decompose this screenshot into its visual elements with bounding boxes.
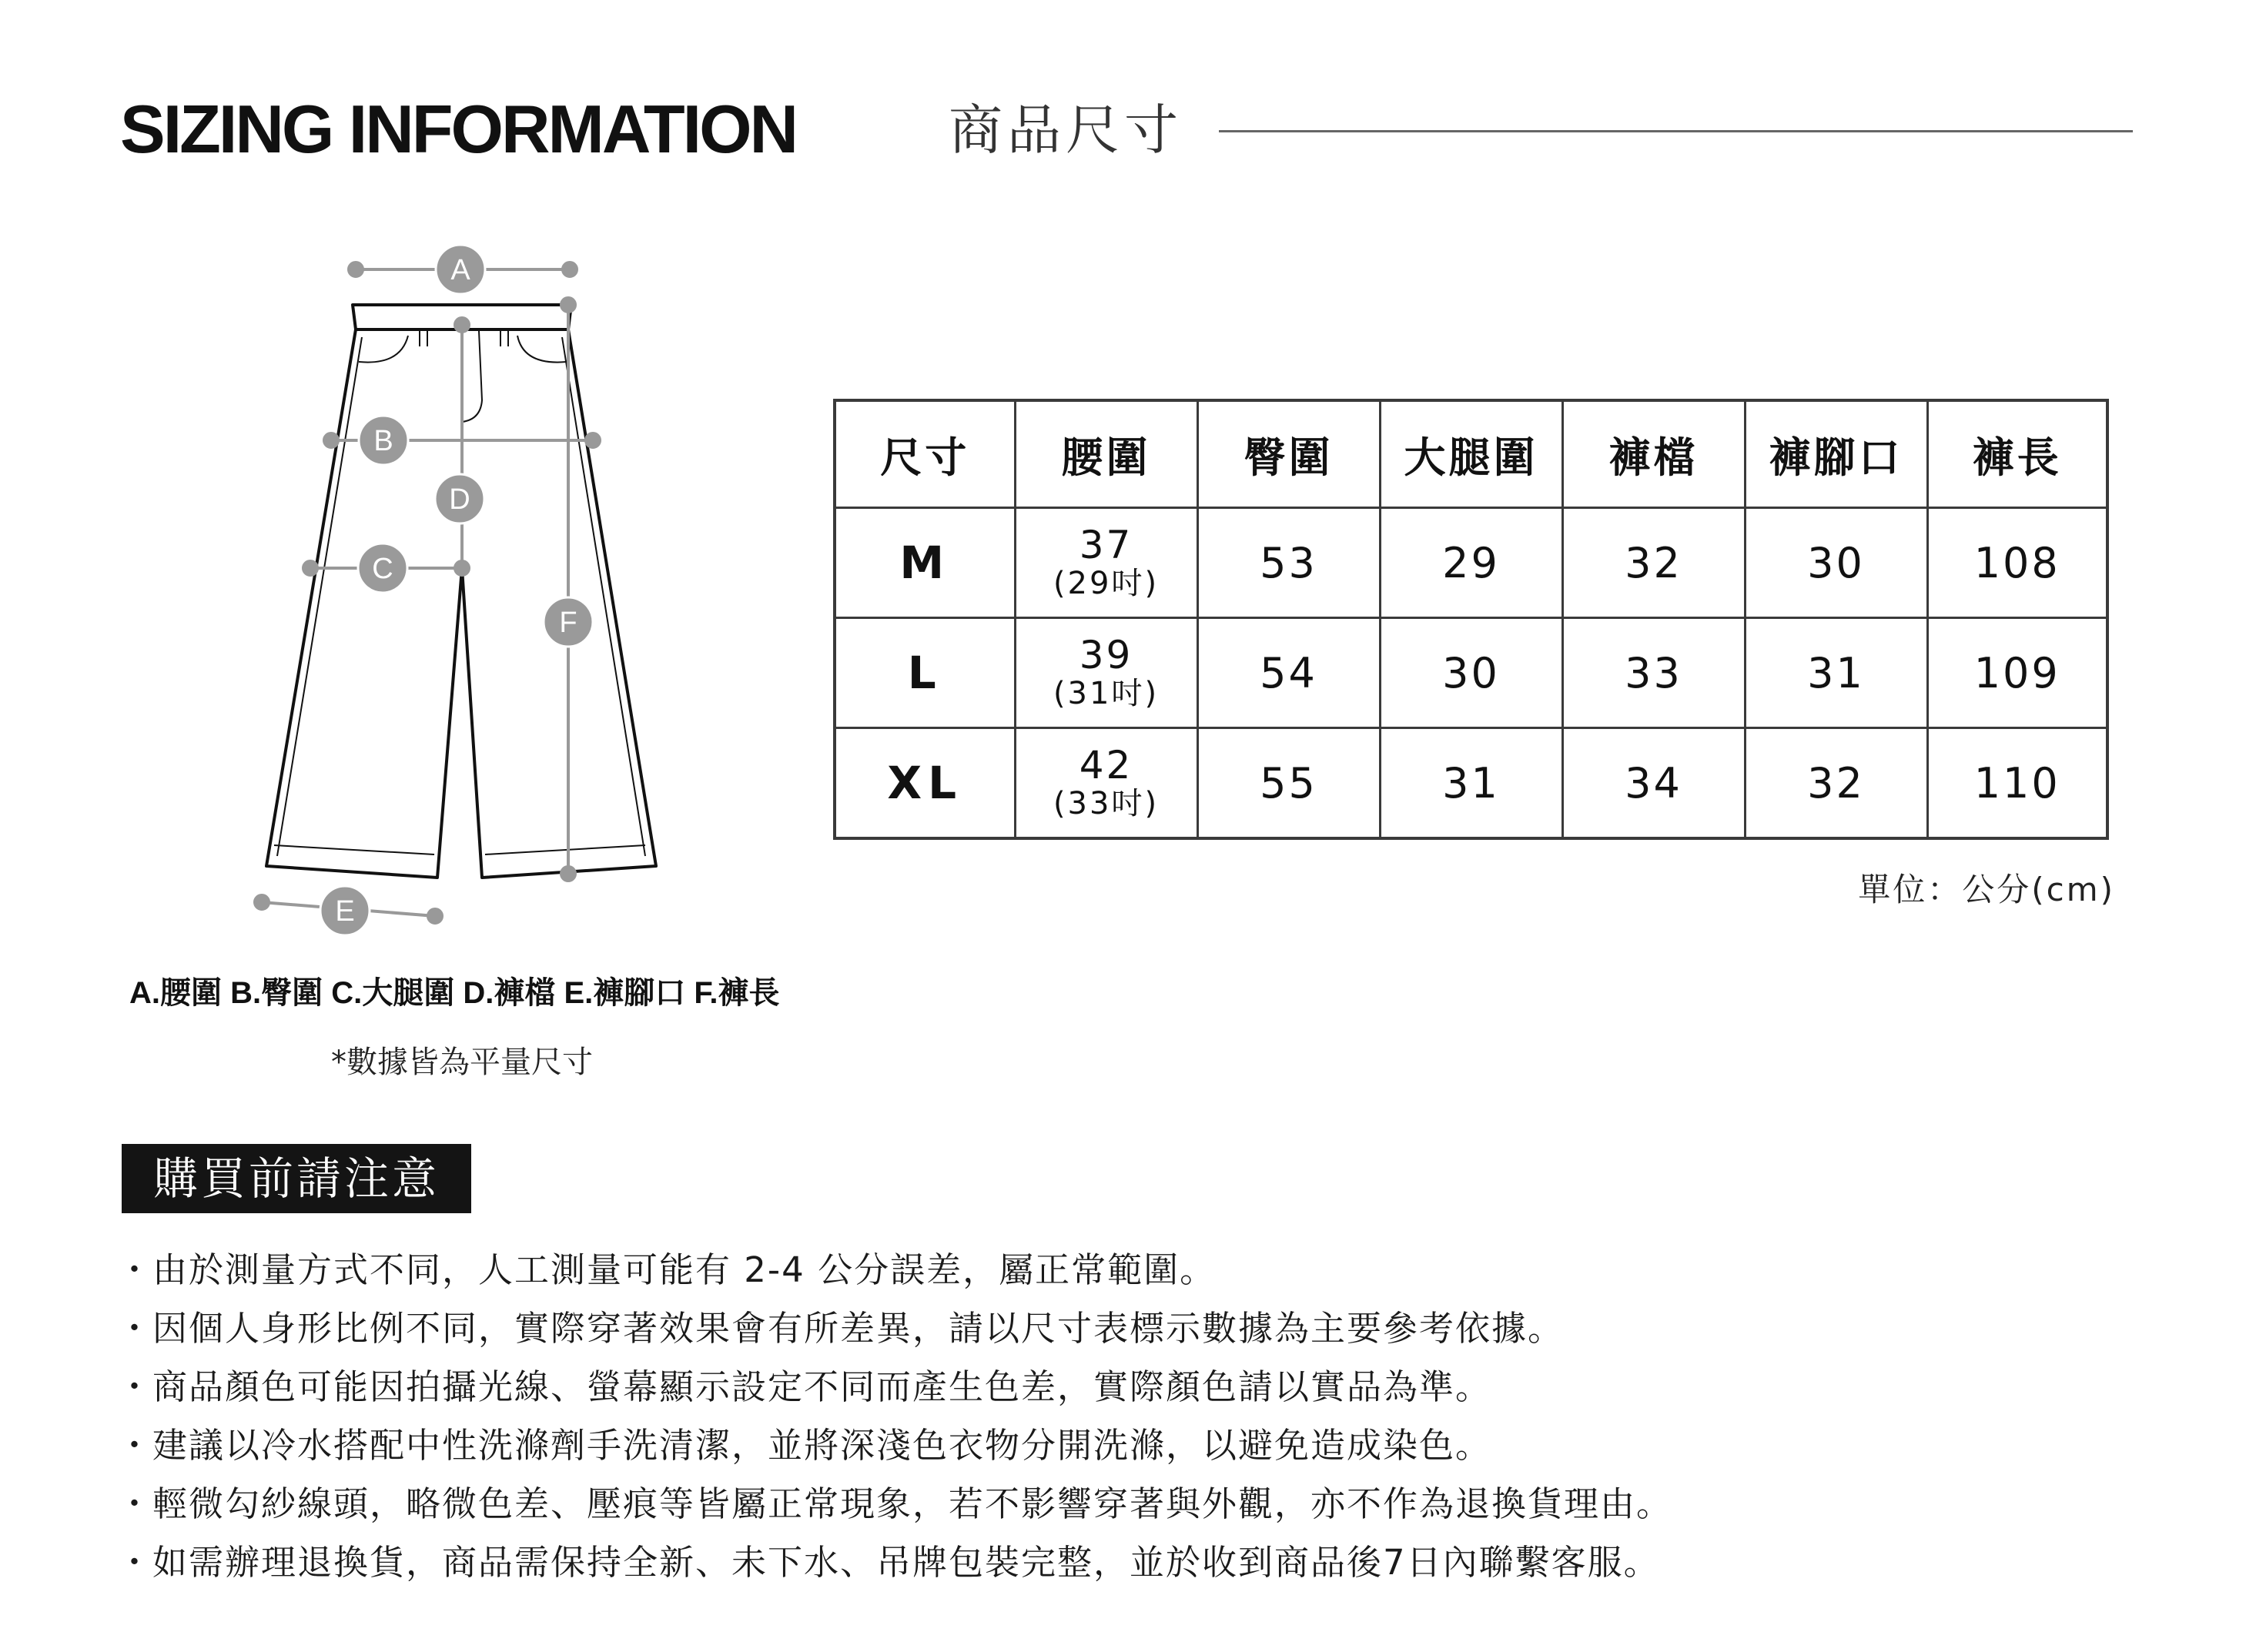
cell-waist (1015, 728, 1197, 839)
notice-text: 輕微勾紗線頭，略微色差、壓痕等皆屬正常現象，若不影響穿著與外觀，亦不作為退換貨理由。 (152, 1483, 1673, 1524)
svg-text:A: A (450, 254, 470, 286)
list-item (117, 1241, 1672, 1299)
svg-text:B: B (373, 425, 393, 457)
header-waist: 腰圍 (1015, 400, 1197, 508)
notice-list (117, 1241, 1672, 1592)
cell-thigh: 30 (1380, 618, 1562, 728)
cell-length: 109 (1927, 618, 2107, 728)
cell-rise: 32 (1562, 508, 1745, 618)
svg-text:C: C (372, 553, 393, 585)
list-item (117, 1299, 1672, 1358)
cell-size: L (835, 618, 1015, 728)
marker-e (320, 886, 370, 935)
cell-length: 108 (1927, 508, 2107, 618)
cell-hip: 54 (1197, 618, 1380, 728)
cell-waist-cm: 39 (1079, 633, 1133, 677)
cell-hem: 31 (1745, 618, 1927, 728)
notice-text: 由於測量方式不同，人工測量可能有 2-4 公分誤差，屬正常範圍。 (152, 1249, 1217, 1290)
list-item (117, 1533, 1672, 1592)
bullet-icon: ・ (117, 1249, 154, 1290)
cell-waist-cm: 42 (1079, 743, 1133, 788)
marker-f (544, 597, 593, 647)
cell-waist (1015, 508, 1197, 618)
notice-text: 如需辦理退換貨，商品需保持全新、未下水、吊牌包裝完整，並於收到商品後7日內聯繫客服。 (152, 1542, 1660, 1583)
table-row (835, 728, 2107, 839)
header-rise: 褲檔 (1562, 400, 1745, 508)
cell-size: XL (835, 728, 1015, 839)
bullet-icon: ・ (117, 1542, 154, 1583)
flat-measurement-note: *數據皆為平量尺寸 (331, 1045, 593, 1080)
svg-text:F: F (559, 607, 577, 639)
cell-hip: 55 (1197, 728, 1380, 839)
cell-size: M (835, 508, 1015, 618)
cell-rise: 34 (1562, 728, 1745, 839)
notice-text: 建議以冷水搭配中性洗滌劑手洗清潔，並將深淺色衣物分開洗滌，以避免造成染色。 (152, 1425, 1492, 1466)
bullet-icon: ・ (117, 1308, 154, 1349)
header-size: 尺寸 (835, 400, 1015, 508)
size-chart-table (833, 399, 2109, 840)
cell-thigh: 29 (1380, 508, 1562, 618)
page-title-english: SIZING INFORMATION (120, 91, 797, 167)
marker-d (435, 474, 484, 523)
header-thigh: 大腿圍 (1380, 400, 1562, 508)
cell-rise: 33 (1562, 618, 1745, 728)
cell-waist-inch: (29吋) (1053, 566, 1160, 601)
measurement-legend: A.腰圍 B.臀圍 C.大腿圍 D.褲檔 E.褲腳口 F.褲長 (129, 976, 780, 1010)
pants-measurement-diagram (231, 231, 724, 955)
cell-thigh: 31 (1380, 728, 1562, 839)
notice-text: 商品顏色可能因拍攝光線、螢幕顯示設定不同而產生色差，實際顏色請以實品為準。 (152, 1366, 1492, 1407)
notice-text: 因個人身形比例不同，實際穿著效果會有所差異，請以尺寸表標示數據為主要參考依據。 (152, 1308, 1565, 1349)
table-header-row (835, 400, 2107, 508)
header-length: 褲長 (1927, 400, 2107, 508)
cell-waist-cm: 37 (1079, 523, 1133, 567)
bullet-icon: ・ (117, 1366, 154, 1407)
measurement-markers (320, 245, 593, 935)
svg-text:D: D (449, 483, 470, 516)
title-divider (1219, 130, 2133, 132)
cell-hip: 53 (1197, 508, 1380, 618)
cell-length: 110 (1927, 728, 2107, 839)
cell-waist-inch: (31吋) (1053, 676, 1160, 711)
list-item (117, 1475, 1672, 1533)
bullet-icon: ・ (117, 1483, 154, 1524)
table-row (835, 618, 2107, 728)
list-item (117, 1358, 1672, 1416)
cell-hem: 30 (1745, 508, 1927, 618)
list-item (117, 1416, 1672, 1475)
cell-waist-inch: (33吋) (1053, 786, 1160, 821)
unit-note: 單位：公分(cm) (1858, 871, 2115, 908)
header-hip: 臀圍 (1197, 400, 1380, 508)
bullet-icon: ・ (117, 1425, 154, 1466)
cell-waist (1015, 618, 1197, 728)
marker-a (436, 245, 485, 294)
table-row (835, 508, 2107, 618)
notice-heading: 購買前請注意 (122, 1144, 471, 1213)
marker-b (359, 416, 408, 465)
marker-c (358, 543, 407, 593)
svg-text:E: E (335, 895, 355, 928)
header-hem: 褲腳口 (1745, 400, 1927, 508)
page-title-chinese: 商品尺寸 (949, 99, 1183, 162)
cell-hem: 32 (1745, 728, 1927, 839)
